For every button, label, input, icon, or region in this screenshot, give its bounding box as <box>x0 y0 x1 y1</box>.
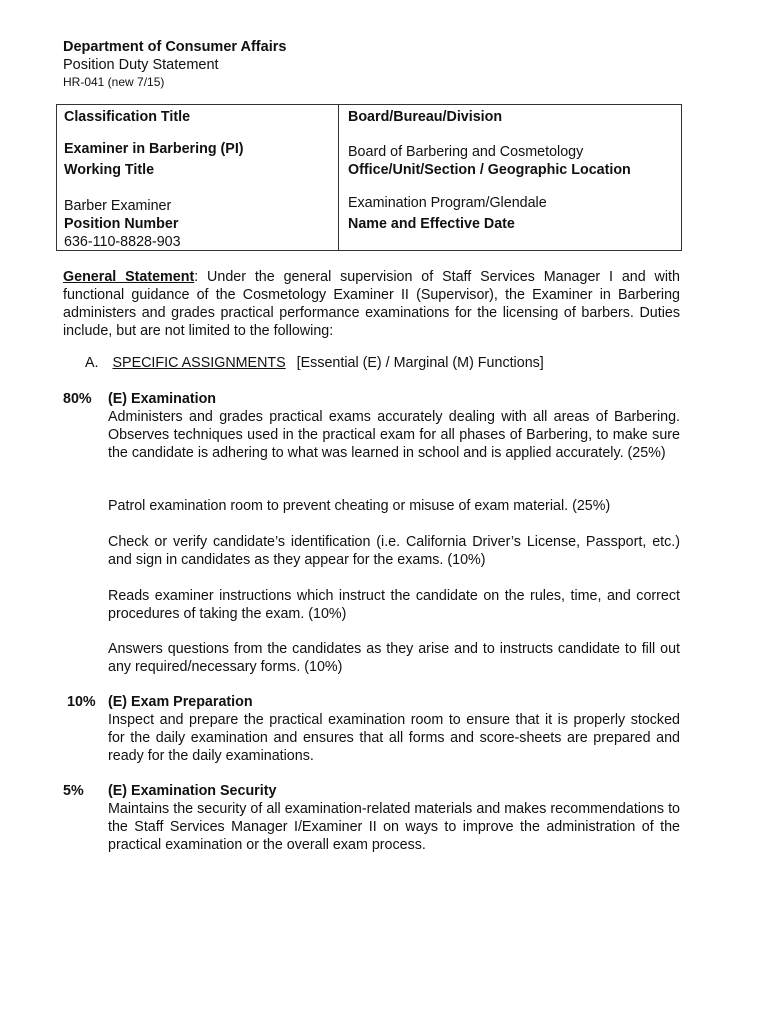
document-header <box>63 38 286 90</box>
board-value: Board of Barbering and Cosmetology <box>348 144 584 160</box>
office-value: Examination Program/Glendale <box>348 195 547 211</box>
section-title: SPECIFIC ASSIGNMENTS <box>112 355 286 371</box>
board-label: Board/Bureau/Division <box>348 109 503 125</box>
general-statement <box>63 268 680 340</box>
duty-title: (E) Exam Preparation <box>108 694 253 710</box>
duty-item: Inspect and prepare the practical examination room to ensure that it is properly stocked for the daily examination and ensures that all forms and score-sheets are prepared and ready for the daily examinations. <box>108 712 680 764</box>
duty-item: Patrol examination room to prevent cheating or misuse of exam material. (25%) <box>108 498 611 514</box>
duty-item: Reads examiner instructions which instruct the candidate on the rules, time, and correct procedures of taking the exam. (10%) <box>108 588 680 622</box>
duty-item: Answers questions from the candidates as they arise and to instructs candidate to fill out any required/necessary forms. (10%) <box>108 641 680 675</box>
position-info-table <box>56 104 682 251</box>
general-statement-text: : Under the general supervision of Staff Services Manager I and with functional guidance of the Cosmetology Examiner II (Supervisor), the Examiner in Barbering administers and grades practical performance examinations for the licensing of barbers. Duties include, but are not limited to the following: <box>63 269 680 339</box>
classification-title-value: Examiner in Barbering (PI) <box>64 141 244 157</box>
table-divider <box>338 105 339 250</box>
office-label: Office/Unit/Section / Geographic Location <box>348 162 631 178</box>
section-subtitle: [Essential (E) / Marginal (M) Functions] <box>296 355 544 371</box>
classification-title-label: Classification Title <box>64 109 191 125</box>
duty-percent: 5% <box>63 783 84 799</box>
section-a-heading <box>85 354 544 372</box>
general-statement-label: General Statement <box>63 269 195 285</box>
form-code: HR-041 (new 7/15) <box>63 75 165 89</box>
position-number-label: Position Number <box>64 216 179 232</box>
duty-item: Maintains the security of all examination-related materials and makes recommendations to the Staff Services Manager I/Examiner II on ways to improve the administration of the practical examination or the overall exam process. <box>108 801 680 853</box>
position-number-value: 636-110-8828-903 <box>64 234 181 250</box>
duty-percent: 80% <box>63 391 92 407</box>
working-title-label: Working Title <box>64 162 155 178</box>
duty-title: (E) Examination Security <box>108 783 277 799</box>
department-name: Department of Consumer Affairs <box>63 39 287 55</box>
working-title-value: Barber Examiner <box>64 198 172 214</box>
section-letter: A. <box>85 355 99 371</box>
duty-item: Administers and grades practical exams accurately dealing with all areas of Barbering. Observes techniques used in the practical exam for all phases of Barbering, to make sure the candidate is adhering to what was learned in school and is applied accurately. (25%) <box>108 409 680 461</box>
duty-percent: 10% <box>67 694 96 710</box>
duty-title: (E) Examination <box>108 391 217 407</box>
form-title: Position Duty Statement <box>63 57 219 73</box>
duty-item: Check or verify candidate’s identification (i.e. California Driver’s License, Passport, etc.) and sign in candidates as they appear for the exams. (10%) <box>108 534 680 568</box>
name-date-label: Name and Effective Date <box>348 216 515 232</box>
